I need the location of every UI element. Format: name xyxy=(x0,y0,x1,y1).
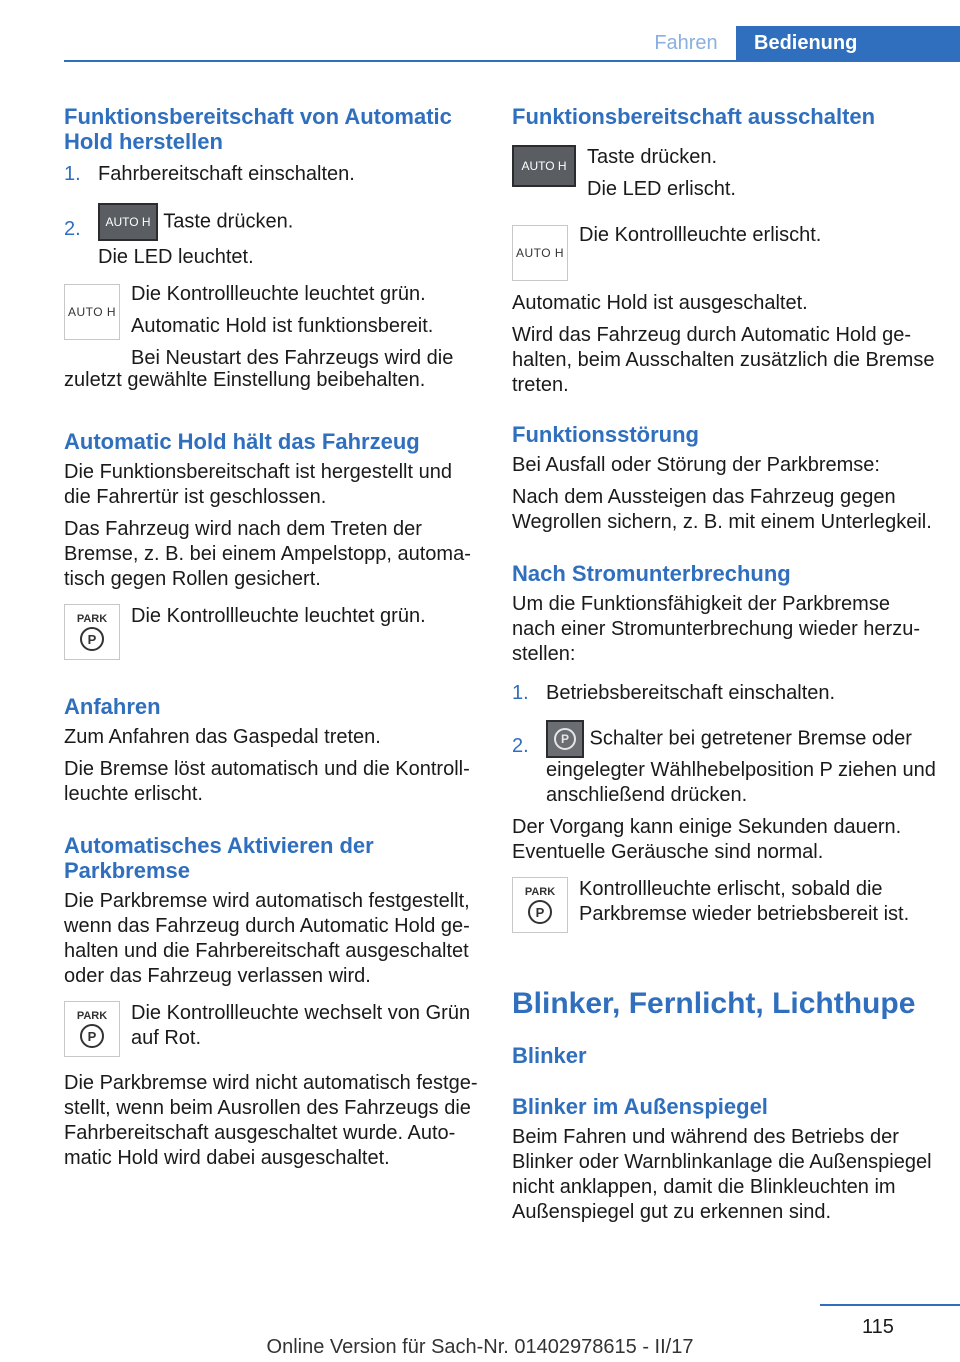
indicator-text: Die Kontrollleuchte leuchtet grün. xyxy=(131,605,426,627)
button-text-1: Taste drücken. xyxy=(587,146,718,168)
section-title-blinker-spiegel: Blinker im Außenspiegel xyxy=(512,1094,768,1119)
list-item xyxy=(64,162,484,187)
paragraph: Zum Anfahren das Gaspedal treten. xyxy=(64,726,381,748)
indicator-text-2: Automatic Hold ist funktionsbereit. xyxy=(131,315,434,337)
icon-label: PARK xyxy=(76,613,108,625)
list-number: 2. xyxy=(64,218,81,240)
auto-h-button-icon xyxy=(512,145,576,187)
section-title-anfahren: Anfahren xyxy=(64,694,161,719)
list-item xyxy=(64,203,484,270)
section-title-hold-on: Funktionsbereitschaft von Automatic Hold herstellen xyxy=(64,104,452,154)
section-title-stoerung: Funktionsstörung xyxy=(512,422,699,447)
list-text: Betriebsbereitschaft einschalten. xyxy=(546,682,836,704)
footer-divider xyxy=(820,1304,960,1306)
indicator-text: Die Kontrollleuchte erlischt. xyxy=(579,224,822,246)
list-number: 1. xyxy=(64,163,81,185)
icon-label: P xyxy=(528,900,552,924)
list-text: Die LED leuchtet. xyxy=(98,246,254,268)
indicator-text-3: Bei Neustart des Fahrzeugs wird die xyxy=(131,347,454,369)
list-text: Taste drücken. xyxy=(158,210,294,233)
button-note xyxy=(512,141,936,205)
paragraph: Die Parkbremse wird automatisch festgestellt, wenn das Fahrzeug durch Automatic Hold gehalten und die Fahrbereitschaft ausgeschaltet oder das Fahrzeug verlassen wird. xyxy=(64,890,470,987)
paragraph: Die Bremse löst automatisch und die Kontrollleuchte erlischt. xyxy=(64,758,470,805)
right-column xyxy=(512,104,936,1225)
header-tab-fahren[interactable]: Fahren xyxy=(654,32,718,54)
paragraph: Die Funktionsbereitschaft ist hergestellt und die Fahrertür ist geschlossen. xyxy=(64,461,452,508)
list-text: Schalter bei getretener Bremse oder eingelegter Wählhebelposition P ziehen und anschließend drücken. xyxy=(546,727,936,806)
icon-label: AUTO H xyxy=(521,159,567,173)
icon-label: P xyxy=(554,728,576,750)
icon-label: AUTO H xyxy=(67,305,117,319)
header-divider xyxy=(64,60,960,62)
park-lamp-icon xyxy=(64,1001,120,1057)
paragraph: Wird das Fahrzeug durch Automatic Hold gehalten, beim Ausschalten zusätzlich die Bremse treten. xyxy=(512,324,935,396)
button-text-2: Die LED erlischt. xyxy=(587,178,736,200)
icon-label: P xyxy=(80,1024,104,1048)
auto-h-button-icon xyxy=(98,203,158,241)
parking-brake-switch-icon xyxy=(546,720,584,758)
park-lamp-icon xyxy=(512,877,568,933)
paragraph: zuletzt gewählte Einstellung beibehalten. xyxy=(64,369,426,391)
indicator-text-1: Die Kontrollleuchte leuchtet grün. xyxy=(131,283,426,305)
list-item xyxy=(512,720,936,808)
section-title-hold-off: Funktionsbereitschaft ausschalten xyxy=(512,104,876,129)
chapter-title-blinker: Blinker, Fernlicht, Lichthupe xyxy=(512,987,916,1020)
section-title-stromunterbrechung: Nach Stromunterbrechung xyxy=(512,561,791,586)
list-item xyxy=(512,681,936,706)
header-tab-bedienung[interactable]: Bedienung xyxy=(736,26,960,60)
icon-label: PARK xyxy=(524,886,556,898)
indicator-note xyxy=(64,278,484,374)
paragraph: Die Parkbremse wird nicht automatisch festgestellt, wenn beim Ausrollen des Fahrzeugs die Fahrbereitschaft ausgeschaltet wurde. Automatic Hold wird dabei ausgeschaltet. xyxy=(64,1072,478,1169)
page-number: 115 xyxy=(862,1316,894,1338)
section-title-hold-vehicle: Automatic Hold hält das Fahrzeug xyxy=(64,429,420,454)
icon-label: P xyxy=(80,627,104,651)
paragraph: Der Vorgang kann einige Sekunden dauern. Eventuelle Geräusche sind normal. xyxy=(512,816,902,863)
list-text: Fahrbereitschaft einschalten. xyxy=(98,163,355,185)
indicator-note xyxy=(512,877,936,937)
auto-h-lamp-icon xyxy=(512,225,568,281)
indicator-text: Kontrollleuchte erlischt, sobald die Parkbremse wieder betriebsbereit ist. xyxy=(579,878,910,925)
icon-label: PARK xyxy=(76,1010,108,1022)
icon-label: AUTO H xyxy=(515,246,565,260)
indicator-note xyxy=(512,223,936,283)
paragraph: Bei Ausfall oder Störung der Parkbremse: xyxy=(512,454,880,476)
icon-label: AUTO H xyxy=(105,214,151,229)
paragraph: Das Fahrzeug wird nach dem Treten der Bremse, z. B. bei einem Ampelstopp, automatisch gegen Rollen gesichert. xyxy=(64,518,471,590)
paragraph: Automatic Hold ist ausgeschaltet. xyxy=(512,292,808,314)
park-lamp-icon xyxy=(64,604,120,660)
indicator-note xyxy=(64,604,484,664)
indicator-note xyxy=(64,1001,484,1061)
paragraph: Beim Fahren und während des Betriebs der Blinker oder Warnblinkanlage die Außenspiegel nicht anklappen, damit die Blinkleuchten im Außenspiegel gut zu erkennen sind. xyxy=(512,1126,932,1223)
list-number: 1. xyxy=(512,682,529,704)
section-title-auto-park: Automatisches Aktivieren der Parkbremse xyxy=(64,833,374,883)
paragraph: Um die Funktionsfähigkeit der Parkbremse nach einer Stromunterbrechung wieder herzustellen: xyxy=(512,593,921,665)
left-column xyxy=(64,104,484,1171)
auto-h-lamp-icon xyxy=(64,284,120,340)
paragraph: Nach dem Aussteigen das Fahrzeug gegen Wegrollen sichern, z. B. mit einem Unterlegkeil. xyxy=(512,486,932,533)
footer-version-text: Online Version für Sach-Nr. 01402978615 - II/17 xyxy=(266,1336,694,1358)
section-title-blinker: Blinker xyxy=(512,1043,587,1068)
indicator-text: Die Kontrollleuchte wechselt von Grün auf Rot. xyxy=(131,1002,471,1049)
list-number: 2. xyxy=(512,735,529,757)
